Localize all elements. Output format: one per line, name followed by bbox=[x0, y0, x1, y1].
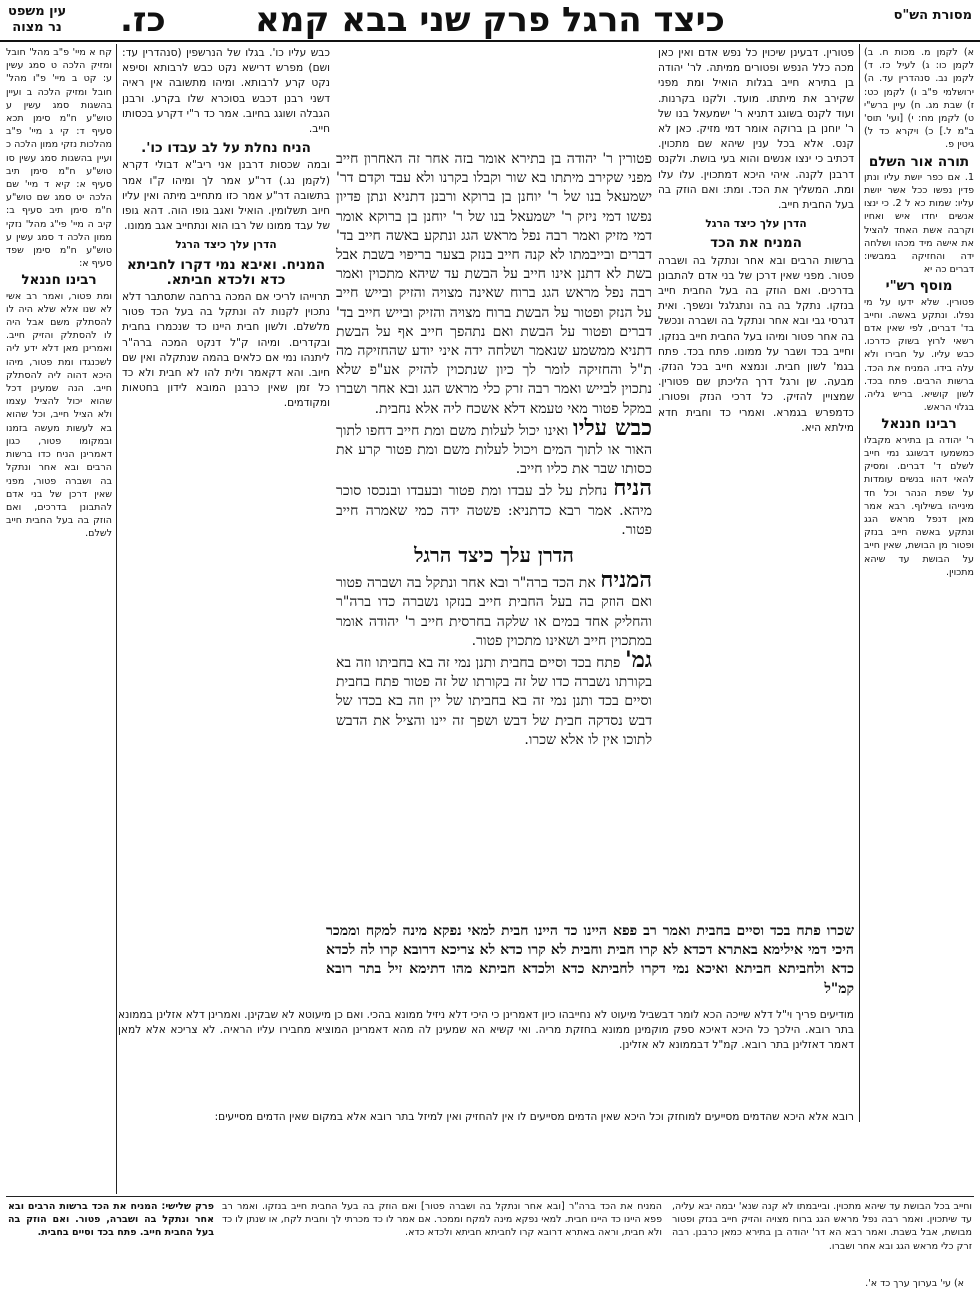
torah-ohr-text: 1. אם כפר יושת עליו ונתן פדין נפשו ככל אשר יושת עליו: שמות כא ל 2. כי ינצו אנשים יחדו איש ואחיו וקרבה אשת האחד להציל את אישה מיד מכהו ושלחה ידה והחזיקה במבשיו: דברים כה יא bbox=[864, 171, 974, 276]
rabbenu-chananel-text: ר' יהודה בן בתירא מקבלו כמשמעו דבשוגג נמי חייב לשלם ד' דברים. ומסיק להאי דהוו בנשים עומדות על שפת הנהר וכל חד מינייהו בשילוף. רבא אמר מאן דנפל מראש הגג ונתקע באשה חייב בנזק ופטור מן הבושת, שאין חייב על הבושת עד שיהא מתכוין. bbox=[864, 434, 974, 578]
rashi-text: פטורין. דבעינן שיכוין כל נפש אדם ואין כאן מכה כלל הנפש ופטורים ממיתה. לר' יהודה בן בתירא חייב בגלות הואיל ומת מפני שקירב את מיתתו. מועד. ולקנו בקרנות. ועוד לקנס בשוגג דתניא ר' ישמעאל בנו של ר' יוחנן בן ברוקה אומר דמי מזיק. כאן לא קנס. אלא בכל ענין שיהא שם מתכוין. דכתיב כי ינצו אנשים והוא בעי בושת. ולקנס דרבנן לקנה. איהי היכא דמתכוין. עלו עלו ומת. המשליך את הכד. ומת: ואם הוזק בה בעל החבית חייב. bbox=[658, 47, 854, 212]
tosafot-mishna-label: המניח. ואיבא נמי דקרו לחביתא כדא ולכדא חביתא. bbox=[126, 256, 326, 288]
gemara-hanach-text: נחלת על לב עבדו ומת פטור ובעבדו ובנכסו סוכר מיהא. אמר רבא כדתניא: פשטה ידה כמי שאמרה חייב פטור. bbox=[336, 483, 652, 538]
rabbenu-chananel-title: רבינו חננאל bbox=[881, 416, 957, 433]
gemara-intro: פטורין ר' יהודה בן בתירא אומר בזה אחר זה האחרון חייב מפני שקירב מיתתו בא שור וקבלו בקרנו ולא עבד וקדם דר' ישמעאל בנו של ר' יוחנן בן ברוקא ורבנן דתניא ונתן פדיון נפשו דמי ניזק ר' ישמעאל בנו של ר' יוחנן בן ברוקא אומר דמי מזיק ואמר רבה נפל מראש הגג ונתקע באשה חייב בד' דברים ובייבמתו לא קנה חייב בנזק בצער בריפוי בשבת אבל בשת לא דתנן אינו חייב על הבשת עד שיהא מתכוין ואמר רבה נפל מראש הגג ברוח שאינה מצויה והזיק ובייש חייב על הנזק ופטור על הבשת ברוח מצויה והזיק ובייש חייב בד' דברים ופטור על הבשת ואם נתהפך חייב אף על הבשת דתניא ממשמע שנאמר ושלחה ידה איני יודע שהחזיקה מה ת"ל והחזיקה לומר לך כיון שנתכוין להזיק אע"פ שלא נתכוין לבייש ואמר רבה זרק כלי מראש הגג ובא אחר ושברו במקל פטור מאי טעמא דלא אשכח ליה אלא נחבית. bbox=[336, 151, 652, 417]
left-chananel-title: רבינו חננאל bbox=[21, 272, 97, 289]
left-margin bbox=[6, 46, 112, 1186]
gemara-kavash-text: ואינו יכול לעלות משם ומת חייב דחפו לתוך האור או לתוך המים ויכול לעלות משם ומת פטור קרע את כסותו שבר את כליו חייב. bbox=[336, 422, 652, 478]
masoret-hashas-label: מסורת הש"ס bbox=[893, 8, 972, 23]
gemara-fullwidth-1: שכרו פתח בכד וסיים בחבית ואמר רב פפא היינו כד היינו חבית למאי נפקא מינה למקח וממכר היכי דמי אילימא באתרא דכדא לא קרו חבית וחבית לא קרו כדא לא צריכא דרובא קרו לה לכדא כדא ולחביתא חביתא ואיכא נמי דקרו לחביתא כדא ולכדא חביתא מהו דתימא זיל בתר רובא קמ"ל bbox=[326, 923, 854, 997]
page-header bbox=[0, 0, 980, 42]
left-chananel-text: ומת פטור, ואמר רב אשי לא שנו אלא שלא היה לו להסתלק משם אבל היה לו להסתלק והזיק חייב. ואמרינן מאן דלא ידע ליה לשכנגדו ומת פטור, מיהו היכא דהוה ליה להסתלק חייב. הנה שמעינן דכל שהוא יכול להציל עצמו ולא הציל חייב, וכל שהוא בא לעשות מעשה בזמנו ובמקומו פטור, כגון דאמרינן הניח כדו ברשות הרבים ובא אחר ונתקל בה ושברה פטור, מפני שאין דרכן של בני אדם להתבונן בדרכים, ואם הוזק בה בעל החבית חייב לשלם. bbox=[6, 290, 112, 540]
gemara-gem bbox=[336, 647, 652, 750]
gemara-hadran: הדרן עלך כיצד הרגל bbox=[414, 543, 574, 568]
page-number: כז. bbox=[120, 0, 166, 40]
mishna-text: את הכד ברה"ר ובא אחר ונתקל בה ושברה פטור ואם הוזק בה בעל החבית חייב בנזקו נשברה כדו ברה"ר והחליק אחד במים או שלקה בחרסית חייב ר' יהודה אומר במתכוין חייב ושאינו מתכוין פטור. bbox=[336, 575, 652, 649]
tosafot-hadran: הדרן עלך כיצד הרגל bbox=[175, 239, 277, 252]
gemara-column bbox=[336, 150, 652, 920]
right-margin bbox=[864, 46, 974, 1116]
tosafot-fullwidth: מודיעים פריך וי"ל דלא שייכה הכא לומר דבשביל מיעוט לא נחייבהו כיון דאמרינן כי היכי דלא ניזיל ממונא בהכי. ואם כן מיעוטא לא שבקינן. ואמרינן דלא אזלינן בממונא בתר רובא. הילכך כל היכא דאיכא ספק מוקמינן ממונא בחזקת מריה. ואי קשיא הא שמעינן לה מהא דאמרינן המוציא מחבירו עליו הראיה. לא צריכא אלא למאן דאמר דאזלינן בתר רובא. קמ"ל דבממונא לא אזלינן. bbox=[118, 1009, 854, 1052]
rashi-hadran: הדרן עלך כיצד הרגל bbox=[705, 218, 807, 231]
ner-mitzvah-label: נר מצוה bbox=[12, 20, 62, 35]
divider-right bbox=[859, 44, 860, 1122]
gemara-label: גמ' bbox=[624, 647, 652, 674]
ein-mishpat-label: עין משפט bbox=[8, 4, 67, 19]
footer-note: א) עי' בערוך ערך כד א'. bbox=[865, 1278, 964, 1289]
tosafot-column bbox=[122, 46, 330, 1096]
rashi-text-2: ברשות הרבים ובא אחר ונתקל בה ושברה פטור. מפני שאין דרכן של בני אדם להתבונן בדרכים. ואם הוזק בה בעל החבית חייב בנזקו. נתקל בה בה ונתגלגל ונשפך. ואית דגרסי גבי ובא אחר ונתקל בה ושברה ונכשל בה אחר פטור ומיהו בעל החבית חייב בנזקו. וחייב בכד ושבר על ממונו. פתח בכד. פתח בגמ' לשון חבית. ונמצא חייב בכל הנזק. מבעה. שן ורגל דרך הליכתן שם פטורין. שמצויין להזיק. כל דרכי הנזק ופטורו. כדמפרש בגמרא. ואמרי כד וחבית חדא מילתא היא. bbox=[658, 254, 854, 434]
gemara-hanach-word: הניח bbox=[613, 475, 652, 502]
gemara-gem-text: פתח בכד וסיים בחבית ותנן נמי זה בא בחביתו וזה בא בקורתו נשברה כדו של זה בקורתו של זה פטור פתח בחבית וסיים בכד ותנן נמי זה בא בחביתו של יין וזה בא בכדו של דבש נסדקה חבית של דבש ושפך זה יינו והציל את הדבש לתוכו אין לו אלא שכרו. bbox=[336, 655, 652, 748]
musaf-rashi-title: מוסף רש"י bbox=[885, 278, 953, 295]
tosafot-text-2: תרוייהו לריכי אם המכה ברחבה שתסתבר דלא נתכוין לקנות לה ונתקל בה בעל הכד פטור מלשלם. ולשון חבית היינו כד שנכמרו בחבית ובקדרים. ומיהו ק"ל דנקט המכה ברה"ר ליתנהו נמי אם כלאים בהמה שנתקלה ואין שם חיוב. והא דקאמר ולית להו לא חבית ולא כד כל זמן שאין כרבנן המובא לידון בחטאות ומקודמים. bbox=[122, 291, 330, 410]
tosafot-hanach-label: הניח נחלת על לב עבדו כו'. bbox=[141, 140, 311, 157]
gemara-kavash-word: כבש עליו bbox=[572, 414, 652, 441]
torah-ohr-title: תורה אור השלם bbox=[868, 153, 970, 170]
bottom-notes-left: פרק שלישי: המניח את הכד ברשות הרבים ובא אחר ונתקל בה ושברה, פטור. ואם הוזק בה בעל החבית חייב. פתח בכד וסיים בחבית. bbox=[8, 1201, 214, 1239]
tosafot-hanach-text: ובמה שכסות דרבנן אני ריב"א דבולי דקרא (לקמן נג.) דר"ע אמר לך ומיהו ק"ו אמר בתשובה דר"ע אמר כזו מתחייב מיתה ואין עליו חיוב תשלומין. הואיל ואגב גופו הוה. דהא גופו של עבד ממונו של רבו הוא ונתחייב אגב ממונו. bbox=[122, 159, 330, 233]
masoret-hashas-refs: א) לקמן מ. מכות ח. ב) לקמן כו: ג) לעיל כז. ד) לקמן נב. סנהדרין עד. ה) ירושלמי פ"ב ו) לקמן כט: ז) שבת מג. ח) עיין ברש"י ט) לקמן מח: י) [ועי' תוס' ב"מ ל.] כ) ויקרא כד ל) גיטין פ. bbox=[864, 47, 974, 151]
rashi-mishna-label: המניח את הכד bbox=[710, 235, 802, 252]
ein-mishpat-refs: קח א מיי' פ"ב מהל' חובל ומזיק הלכה ט סמג עשין ע: קט ב מיי' פ"ו מהל' חובל ומזיק הלכה ב ועיין בהשגות סמג עשין ע טוש"ע ח"מ סימן תכא סעיף ד: קי ג מיי' פ"ב מהלכות נזקי ממון הלכה כ ועיין בהשגות סמג עשין סו טוש"ע ח"מ סימן תיב סעיף א: קיא ד מיי' שם הלכה יט סמג שם טוש"ע ח"מ סימן תיב סעיף ב: קיב ה מיי' פי"ג מהל' נזקי ממון הלכה ד סמג עשין ע טוש"ע ח"מ סימן שפד סעיף א: bbox=[6, 47, 112, 270]
bottom-notes-right: וחייב בכל הבושת עד שיהא מתכוין. ובייבמתו לא קנה שנא' יבמה יבא עליה, עד שיתכוין. ואמר רבה נפל מראש הגג ברוח מצויה והזיק חייב בנזק ופטור מבושת, אבל בשבת. ואמר רבא הא דר' יהודה בן בתירא כמאן כרבנן. רבה זרק כלי מראש הגג ובא אחר ושברו. bbox=[672, 1201, 972, 1252]
ein-mishpat-header bbox=[8, 4, 66, 36]
page-title: כיצד הרגל פרק שני בבא קמא bbox=[255, 0, 725, 40]
musaf-rashi-text: פטורין. שלא ידעו על מי נפלו. ונתקע באשה. וחייב בד' דברים, לפי שאין אדם רשאי לרוץ בשוק כדרכו. כבש עליו. על חבירו ולא עלה בידו. המניח את הכד. ברשות הרבים. פתח בכד. לשון קושיא. בריש גליה. בגלוי הראש. bbox=[864, 296, 974, 414]
gemara-mishna bbox=[336, 567, 652, 651]
tosafot-fullwidth-2: רובא אלא היכא שהדמים מסייעים למוחזק וכל היכא שאין הדמים מסייעים לו אין להחזיק ואין למיזל בתר רובא אלא במקום שאין הדמים מסייעים: bbox=[214, 1111, 854, 1123]
gemara-hanach bbox=[336, 475, 652, 540]
gemara-kavash bbox=[336, 414, 652, 480]
tosafot-text-1: כבש עליו כו'. בגלו של הנרשפין (סנהדרין עד: ושם) מפרש דרישא נקט כבש לרבותא וסיפא נקט קרע לרבותא. ומיהו מתשובה אין ראיה דשני רבנן דכבש בסוכרא שלו בקרע. ורבנן הגבלה ושוגג בחיוב. אמר כד ר"י דקרע בכסותו חייב. bbox=[122, 47, 330, 136]
divider-left bbox=[116, 44, 117, 1194]
bottom-notes-middle: המניח את הכד ברה"ר [ובא אחר ונתקל בה ושברה פטור] ואם הוזק בה בעל החבית חייב בנזקו. ואמר רב פפא היינו כד היינו חבית. למאי נפקא מינה למקח וממכר. אם אמר לו כד מכרתי לך וחבית לקח, או שנתן לו כד ולא חבית, וראה באתרא דרובא קרו לחביתא חביתא ולכדא כדא. bbox=[222, 1201, 662, 1239]
page-footer bbox=[0, 1278, 980, 1294]
mishna-opening-word: המניח bbox=[600, 567, 652, 594]
bottom-divider bbox=[6, 1196, 974, 1197]
